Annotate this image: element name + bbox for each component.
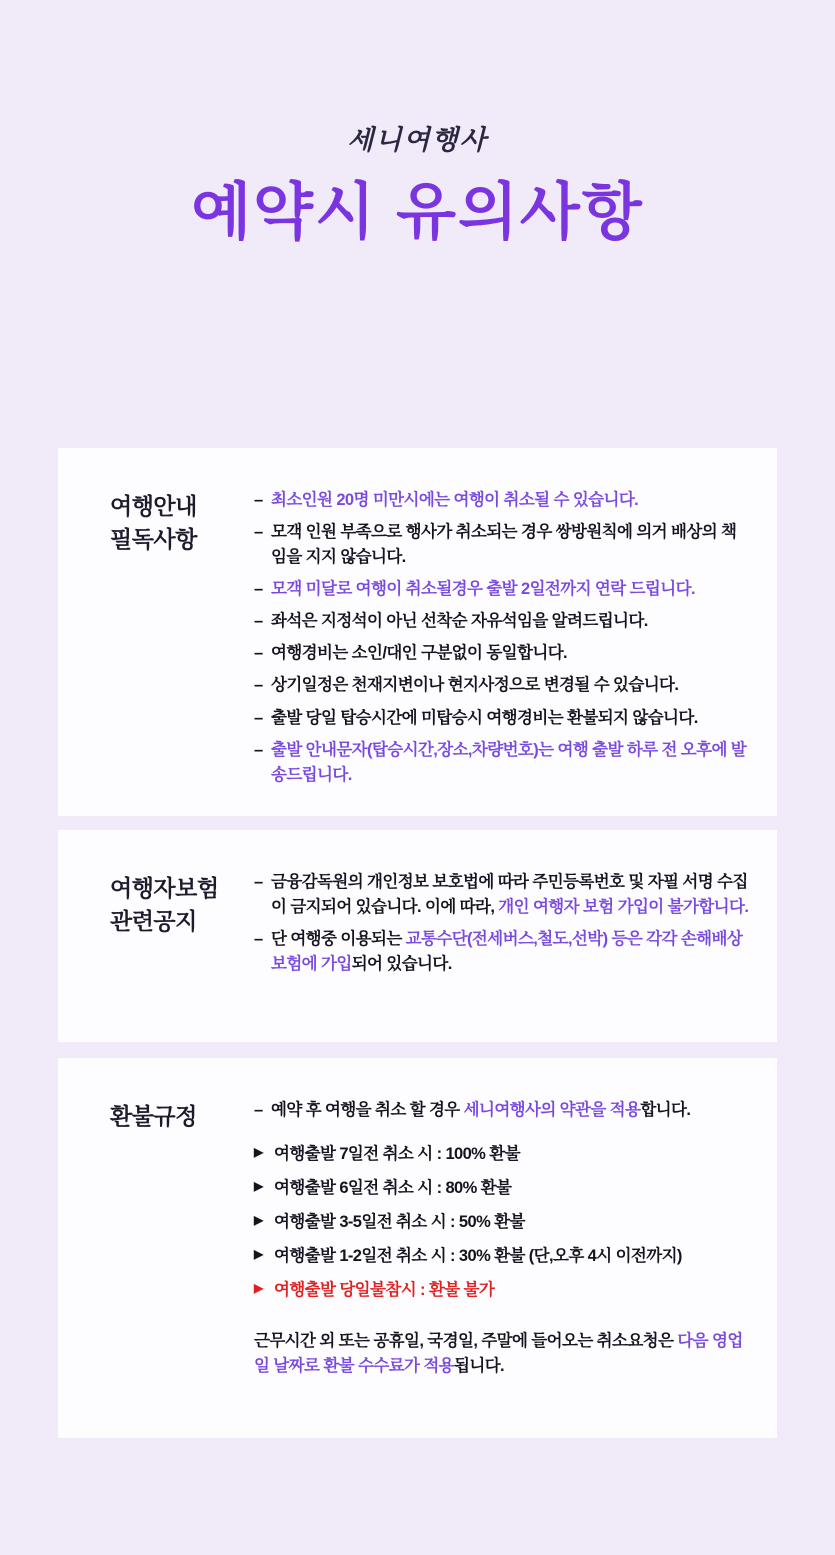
refund-rule-text: 여행출발 6일전 취소 시 : 80% 환불	[274, 1179, 512, 1198]
refund-intro-list	[254, 1098, 751, 1123]
travel-guide-list	[254, 488, 751, 788]
card-refund-policy-body	[254, 1088, 751, 1408]
text-segment: 모객 미달로 여행이 취소될경우 출발 2일전까지 연락 드립니다.	[271, 580, 695, 599]
dash-bullet-icon: –	[254, 644, 263, 663]
text-segment: 단 여행중 이용되는	[271, 930, 406, 949]
refund-rule-item	[254, 1279, 751, 1302]
dash-bullet-icon: –	[254, 873, 263, 891]
dash-bullet-icon: –	[254, 676, 263, 695]
dash-bullet-icon: –	[254, 523, 263, 542]
list-item	[254, 738, 751, 788]
dash-bullet-icon: –	[254, 1101, 263, 1119]
text-segment: 근무시간 외 또는 공휴일, 국경일, 주말에 들어오는 취소요청은	[254, 1331, 678, 1350]
text-segment: 다음 영업일 날짜로 환불 수수료가 적용	[254, 1331, 743, 1376]
dash-bullet-icon: –	[254, 708, 263, 727]
text-segment: 교통수단(전세버스,철도,선박) 등은 각각 손해배상보험에 가입	[271, 930, 743, 974]
card-insurance-notice-body	[254, 860, 751, 1012]
card-insurance-label-line2: 관련공지	[110, 908, 197, 935]
dash-bullet-icon: –	[254, 491, 263, 509]
refund-rule-text: 여행출발 1-2일전 취소 시 : 30% 환불 (단,오후 4시 이전까지)	[274, 1247, 682, 1266]
notice-page	[0, 118, 835, 1555]
list-item	[254, 927, 751, 977]
list-item	[254, 1098, 751, 1123]
card-insurance-notice-label	[84, 860, 254, 1012]
text-segment: 됩니다.	[454, 1357, 505, 1376]
refund-note	[254, 1329, 751, 1380]
refund-rule-item	[254, 1143, 751, 1166]
list-item	[254, 609, 751, 634]
text-segment: 여행경비는 소인/대인 구분없이 동일합니다.	[271, 644, 568, 663]
triangle-right-icon: ▶	[254, 1179, 263, 1194]
triangle-right-icon: ▶	[254, 1145, 263, 1160]
brand-logo: 세니여행사	[347, 125, 488, 155]
dash-bullet-icon: –	[254, 930, 263, 949]
refund-rule-text: 여행출발 3-5일전 취소 시 : 50% 환불	[274, 1213, 525, 1232]
card-travel-guide-label	[84, 478, 254, 786]
triangle-right-icon: ▶	[254, 1213, 263, 1228]
card-refund-policy	[58, 1058, 777, 1438]
card-travel-guide-body	[254, 478, 751, 786]
refund-rule-item	[254, 1177, 751, 1200]
card-insurance-notice	[58, 830, 777, 1042]
text-segment: 되어 있습니다.	[351, 955, 452, 974]
refund-rule-text: 여행출발 7일전 취소 시 : 100% 환불	[274, 1145, 520, 1164]
refund-rule-item	[254, 1211, 751, 1234]
text-segment: 세니여행사의 약관을 적용	[463, 1101, 641, 1119]
list-item	[254, 520, 751, 570]
dash-bullet-icon: –	[254, 740, 263, 759]
text-segment: 최소인원 20명 미만시에는 여행이 취소될 수 있습니다.	[271, 491, 639, 509]
text-segment: 상기일정은 천재지변이나 현지사정으로 변경될 수 있습니다.	[271, 676, 679, 695]
list-item	[254, 706, 751, 731]
text-segment: 금융감독원의 개인정보 보호법에 따라 주민등록번호 및 자필 서명 수집이 금지되어 있습니다. 이에 따라,	[271, 873, 748, 917]
text-segment: 출발 안내문자(탑승시간,장소,차량번호)는 여행 출발 하루 전 오후에 발송드립니다.	[271, 740, 747, 784]
refund-rule-item	[254, 1245, 751, 1268]
card-travel-guide-label-line1: 여행안내	[110, 493, 197, 519]
triangle-right-icon: ▶	[254, 1247, 263, 1262]
card-travel-guide-label-line2: 필독사항	[110, 526, 197, 553]
dash-bullet-icon: –	[254, 612, 263, 631]
refund-rule-text: 여행출발 당일불참시 : 환불 불가	[274, 1281, 495, 1300]
text-segment: 합니다.	[640, 1101, 691, 1119]
text-segment: 좌석은 지정석이 아닌 선착순 자유석임을 알려드립니다.	[271, 612, 648, 631]
card-refund-label-line1: 환불규정	[110, 1103, 197, 1129]
text-segment: 모객 인원 부족으로 행사가 취소되는 경우 쌍방원칙에 의거 배상의 책임을 지지 않습니다.	[271, 523, 737, 567]
card-refund-policy-label	[84, 1088, 254, 1408]
page-title: 예약시 유의사항	[191, 178, 644, 247]
list-item	[254, 673, 751, 698]
text-segment: 출발 당일 탑승시간에 미탑승시 여행경비는 환불되지 않습니다.	[271, 708, 698, 727]
triangle-right-icon: ▶	[254, 1281, 263, 1296]
list-item	[254, 870, 751, 920]
text-segment: 개인 여행자 보험 가입이 불가합니다.	[498, 898, 749, 917]
dash-bullet-icon: –	[254, 580, 263, 599]
text-segment: 예약 후 여행을 취소 할 경우	[271, 1101, 464, 1119]
list-item	[254, 488, 751, 513]
card-travel-guide	[58, 448, 777, 816]
refund-rules-list	[254, 1143, 751, 1302]
list-item	[254, 641, 751, 666]
insurance-notice-list	[254, 870, 751, 977]
card-insurance-label-line1: 여행자보험	[110, 875, 219, 901]
list-item	[254, 577, 751, 602]
